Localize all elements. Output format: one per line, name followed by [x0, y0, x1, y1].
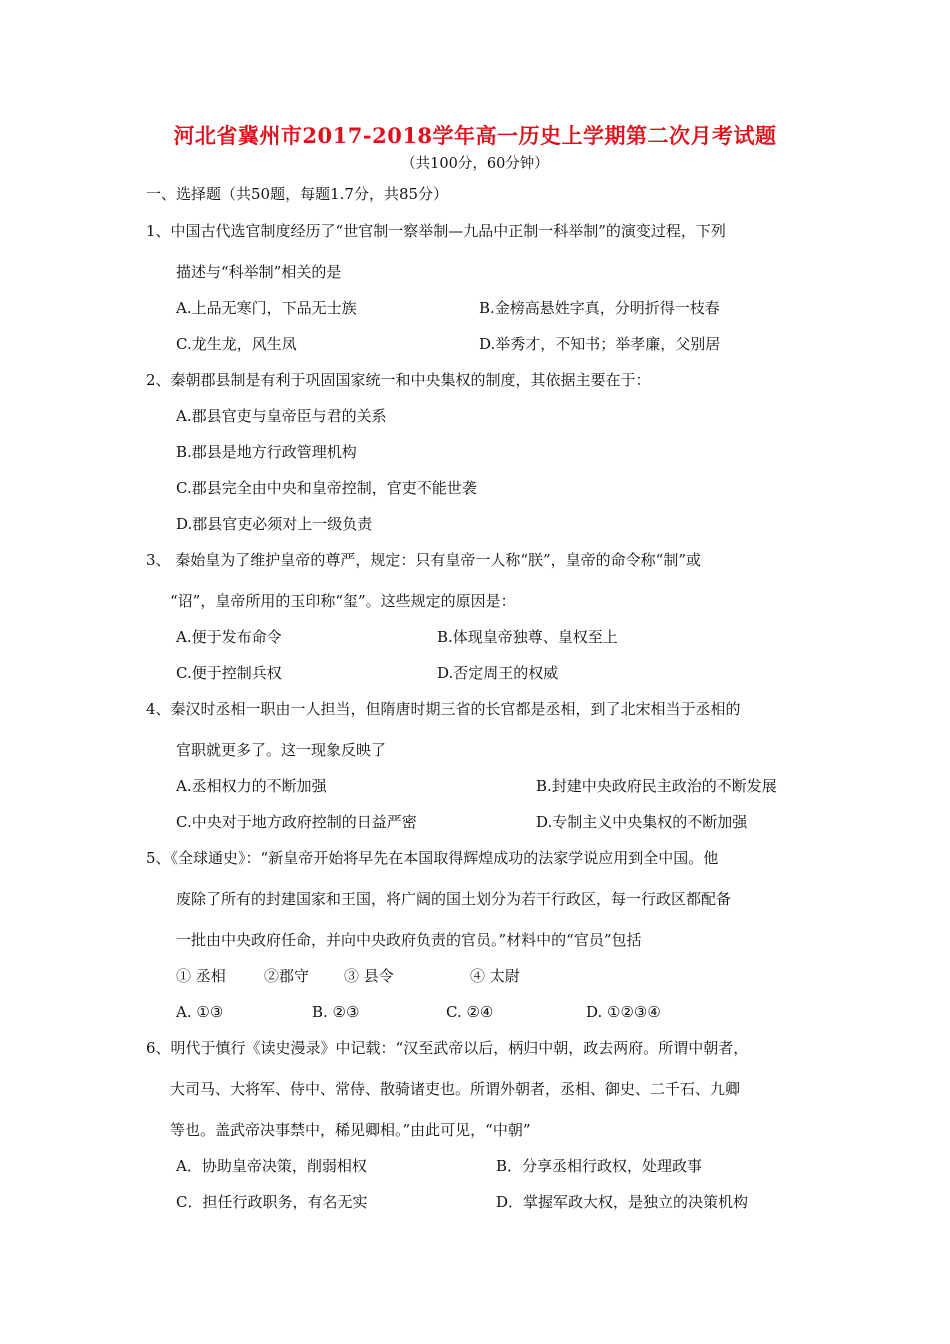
question-stem: 1、中国古代选官制度经历了“世官制一察举制—九品中正制一科举制”的演变过程，下列 — [146, 222, 726, 240]
option-b: B.郡县是地方行政管理机构 — [176, 443, 357, 461]
option-c: C.龙生龙，风生凤 — [176, 335, 297, 353]
question-stem: 2、秦朝郡县制是有利于巩固国家统一和中央集权的制度，其依据主要在于： — [146, 371, 651, 389]
section-heading: 一、选择题（共50题，每题1.7分，共85分） — [146, 185, 449, 203]
question-stem: 4、秦汉时丞相一职由一人担当，但隋唐时期三省的长官都是丞相，到了北宋相当于丞相的 — [146, 700, 741, 718]
option-a: A.上品无寒门，下品无士族 — [176, 299, 357, 317]
exam-subtitle: （共100分，60分钟） — [401, 156, 549, 172]
question-stem: 官职就更多了。这一现象反映了 — [176, 741, 387, 759]
option-d: D．掌握军政大权，是独立的决策机构 — [496, 1193, 749, 1211]
question-stem: 6、明代于慎行《读史漫录》中记载：“汉至武帝以后，柄归中朝，政去两府。所谓中朝者， — [146, 1039, 749, 1057]
option-a: A.郡县官吏与皇帝臣与君的关系 — [176, 407, 387, 425]
question-stem: 5、《全球通史》：“新皇帝开始将早先在本国取得辉煌成功的法家学说应用到全中国。他 — [146, 849, 719, 867]
question-stem: 等也。盖武帝决事禁中，稀见卿相。”由此可见，“中朝” — [170, 1121, 531, 1139]
option-b: B. ②③ — [312, 1003, 360, 1021]
choice-item: ① 丞相 — [176, 967, 226, 985]
option-d: D.郡县官吏必须对上一级负责 — [176, 515, 373, 533]
option-a: A. ①③ — [176, 1003, 224, 1021]
option-a: A.便于发布命令 — [176, 628, 282, 646]
question-stem: 3、 秦始皇为了维护皇帝的尊严，规定：只有皇帝一人称“朕”，皇帝的命令称“制”或 — [146, 551, 701, 569]
choice-item: ③ 县令 — [344, 967, 394, 985]
option-a: A．协助皇帝决策，削弱相权 — [176, 1157, 367, 1175]
option-c: C. ②④ — [446, 1003, 494, 1021]
option-d: D. ①②③④ — [586, 1003, 661, 1021]
question-stem: 描述与“科举制”相关的是 — [176, 263, 342, 281]
option-b: B．分享丞相行政权，处理政事 — [496, 1157, 703, 1175]
exam-title: 河北省冀州市2017-2018学年高一历史上学期第二次月考试题 — [173, 123, 777, 148]
option-c: C.便于控制兵权 — [176, 664, 282, 682]
option-c: C.中央对于地方政府控制的日益严密 — [176, 813, 417, 831]
option-d: D.专制主义中央集权的不断加强 — [536, 813, 748, 831]
question-stem: 废除了所有的封建国家和王国，将广阔的国土划分为若干行政区，每一行政区都配备 — [176, 890, 732, 908]
option-c: C．担任行政职务，有名无实 — [176, 1193, 368, 1211]
option-b: B.封建中央政府民主政治的不断发展 — [536, 777, 777, 795]
question-stem: 一批由中央政府任命，并向中央政府负责的官员。”材料中的“官员”包括 — [176, 931, 642, 949]
choice-item: ④ 太尉 — [470, 967, 520, 985]
option-d: D.否定周王的权威 — [437, 664, 559, 682]
question-stem: 大司马、大将军、侍中、常侍、散骑诸吏也。所谓外朝者，丞相、御史、二千石、九卿 — [170, 1080, 741, 1098]
option-d: D.举秀才，不知书；举孝廉，父别居 — [479, 335, 721, 353]
choice-item: ②郡守 — [264, 967, 310, 985]
option-b: B.体现皇帝独尊、皇权至上 — [437, 628, 618, 646]
option-a: A.丞相权力的不断加强 — [176, 777, 327, 795]
option-c: C.郡县完全由中央和皇帝控制，官吏不能世袭 — [176, 479, 477, 497]
option-b: B.金榜高悬姓字真，分明折得一枝春 — [479, 299, 720, 317]
question-stem: “诏”，皇帝所用的玉印称“玺”。这些规定的原因是： — [170, 592, 516, 610]
